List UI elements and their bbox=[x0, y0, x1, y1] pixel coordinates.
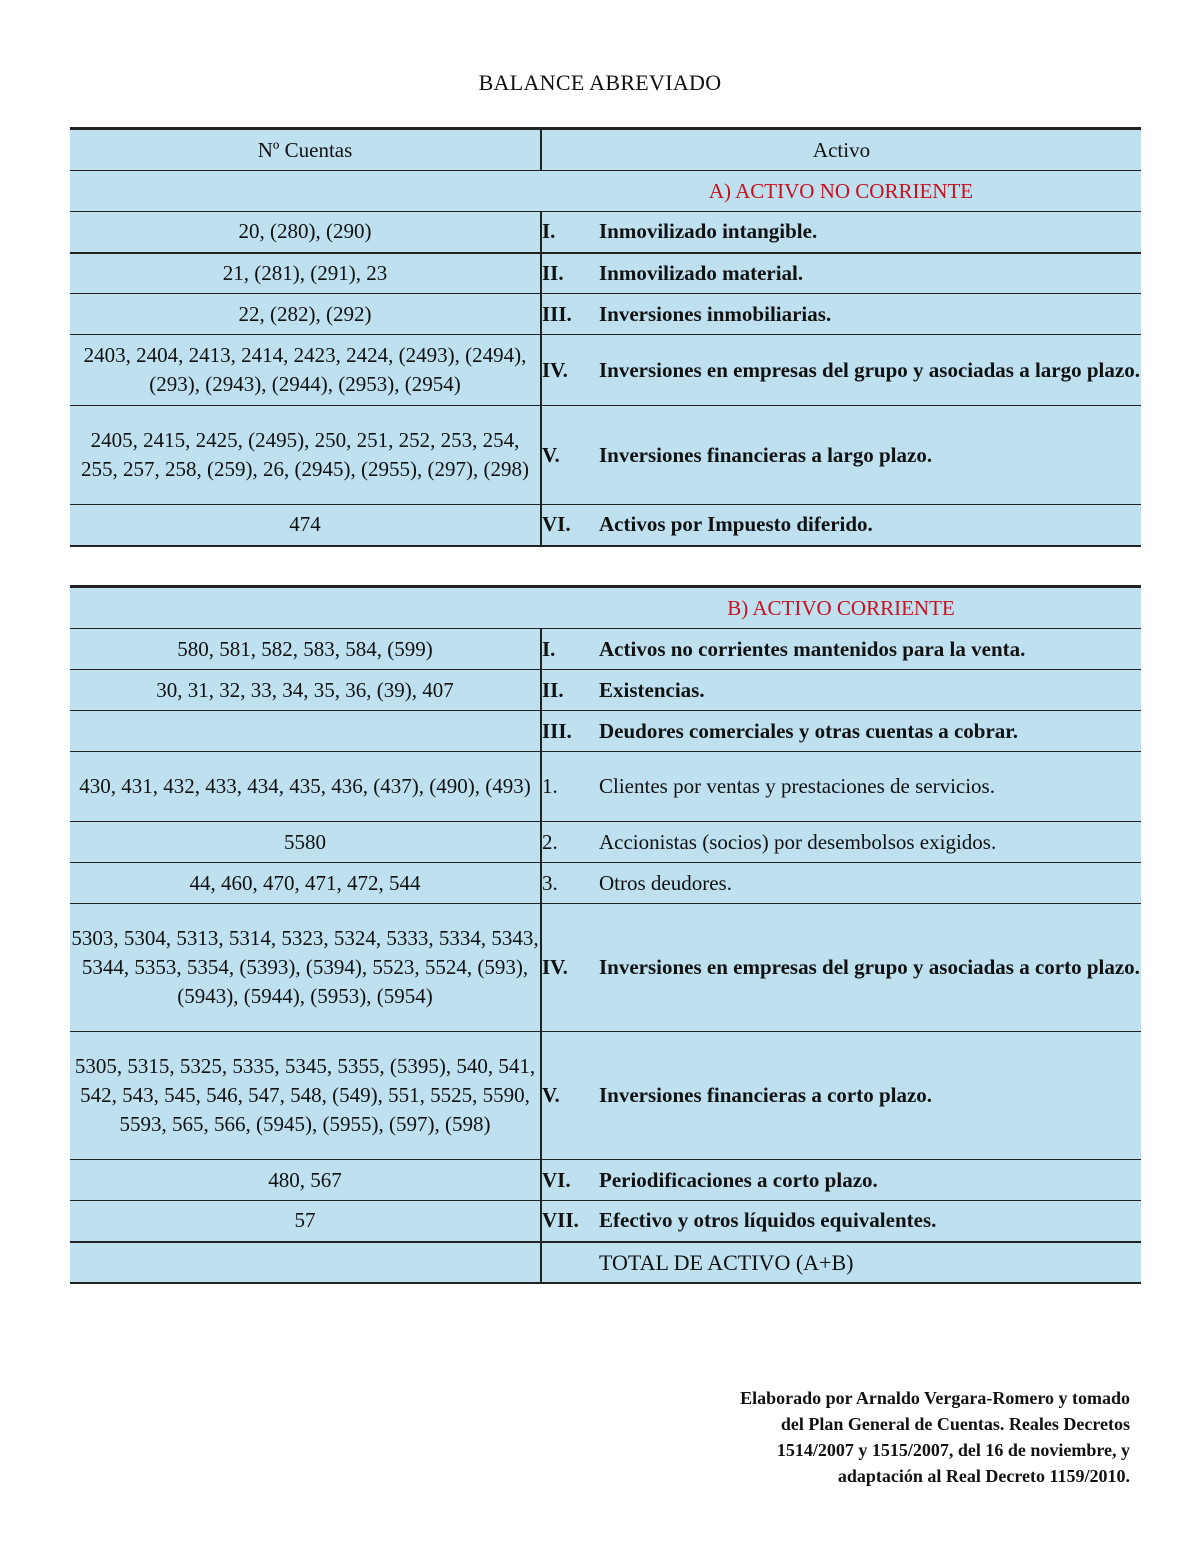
item-label: Inversiones financieras a largo plazo. bbox=[599, 442, 933, 467]
item-number: III. bbox=[542, 301, 572, 326]
table-row bbox=[70, 752, 1141, 822]
item-label: Deudores comerciales y otras cuentas a cobrar. bbox=[599, 718, 1018, 743]
item-label: Otros deudores. bbox=[599, 870, 732, 895]
section-title-current: B) ACTIVO CORRIENTE bbox=[541, 587, 1141, 629]
account-codes bbox=[70, 711, 541, 752]
item-number: VII. bbox=[542, 1208, 579, 1233]
table-row bbox=[70, 406, 1141, 505]
table-row bbox=[70, 670, 1141, 711]
table-row bbox=[70, 863, 1141, 904]
account-codes: 30, 31, 32, 33, 34, 35, 36, (39), 407 bbox=[70, 670, 541, 711]
footer-line: adaptación al Real Decreto 1159/2010. bbox=[837, 1466, 1130, 1486]
footer-line: del Plan General de Cuentas. Reales Decretos bbox=[780, 1414, 1130, 1434]
item-label: Inmovilizado intangible. bbox=[599, 219, 818, 244]
table-row bbox=[70, 335, 1141, 406]
table-row bbox=[70, 904, 1141, 1032]
footer-line: Elaborado por Arnaldo Vergara-Romero y tomado bbox=[740, 1388, 1130, 1408]
account-codes: 580, 581, 582, 583, 584, (599) bbox=[70, 629, 541, 670]
account-codes: 474 bbox=[70, 505, 541, 546]
table-row bbox=[70, 1160, 1141, 1201]
table-row bbox=[70, 711, 1141, 752]
item-number: V. bbox=[542, 1083, 560, 1107]
table-row bbox=[70, 253, 1141, 294]
table-row bbox=[70, 629, 1141, 670]
item-number: II. bbox=[542, 260, 564, 285]
current-assets-table bbox=[70, 585, 1141, 1284]
item-label: Periodificaciones a corto plazo. bbox=[599, 1167, 878, 1192]
section-row bbox=[70, 171, 1141, 212]
account-codes: 22, (282), (292) bbox=[70, 294, 541, 335]
page-title: BALANCE ABREVIADO bbox=[478, 70, 722, 95]
section-row bbox=[70, 587, 1141, 629]
item-number: I. bbox=[542, 219, 556, 244]
table-row bbox=[70, 1032, 1141, 1160]
non-current-assets-table bbox=[70, 127, 1141, 547]
item-label: Activos por Impuesto diferido. bbox=[599, 512, 873, 537]
total-row bbox=[70, 1242, 1141, 1283]
accounts-column-header: Nº Cuentas bbox=[70, 129, 541, 171]
item-label: Accionistas (socios) por desembolsos exigidos. bbox=[599, 829, 997, 854]
item-number: V. bbox=[542, 442, 560, 467]
account-codes: 44, 460, 470, 471, 472, 544 bbox=[70, 863, 541, 904]
account-codes: 2403, 2404, 2413, 2414, 2423, 2424, (2493), (2494), (293), (2943), (2944), (2953), (2954) bbox=[70, 335, 541, 406]
account-codes: 5305, 5315, 5325, 5335, 5345, 5355, (5395), 540, 541, 542, 543, 545, 546, 547, 548, (549), 551, 5525, 5590, 5593, 565, 566, (5945), (5955), (597), (598) bbox=[70, 1032, 541, 1160]
account-codes: 21, (281), (291), 23 bbox=[70, 253, 541, 294]
footer-line: 1514/2007 y 1515/2007, del 16 de noviembre, y bbox=[776, 1440, 1130, 1460]
table-row bbox=[70, 505, 1141, 546]
item-label: Inversiones financieras a corto plazo. bbox=[599, 1083, 933, 1107]
account-codes: 2405, 2415, 2425, (2495), 250, 251, 252, 253, 254, 255, 257, 258, (259), 26, (2945), (2955), (297), (298) bbox=[70, 406, 541, 505]
item-label: Inmovilizado material. bbox=[599, 260, 804, 285]
account-codes: 430, 431, 432, 433, 434, 435, 436, (437), (490), (493) bbox=[70, 752, 541, 822]
item-number: VI. bbox=[542, 1167, 571, 1192]
account-codes: 5580 bbox=[70, 822, 541, 863]
total-assets-label: TOTAL DE ACTIVO (A+B) bbox=[599, 1249, 854, 1275]
item-number: I. bbox=[542, 636, 556, 661]
item-label: Efectivo y otros líquidos equivalentes. bbox=[599, 1208, 937, 1233]
table-header-row bbox=[70, 129, 1141, 171]
account-codes: 5303, 5304, 5313, 5314, 5323, 5324, 5333, 5334, 5343, 5344, 5353, 5354, (5393), (5394), 5523, 5524, (593), (5943), (5944), (5953), (5954) bbox=[70, 904, 541, 1032]
item-label: Clientes por ventas y prestaciones de servicios. bbox=[599, 774, 995, 798]
footer-credit bbox=[610, 1385, 1130, 1489]
item-number: 2. bbox=[542, 829, 558, 854]
item-label: Existencias. bbox=[599, 677, 705, 702]
item-label: Inversiones en empresas del grupo y asociadas a largo plazo. bbox=[599, 357, 1140, 382]
item-label: Activos no corrientes mantenidos para la venta. bbox=[599, 636, 1026, 661]
account-codes: 57 bbox=[70, 1201, 541, 1242]
item-label: Inversiones inmobiliarias. bbox=[599, 301, 832, 326]
item-number: IV. bbox=[542, 955, 568, 979]
item-number: 1. bbox=[542, 774, 558, 798]
item-label: Inversiones en empresas del grupo y asociadas a corto plazo. bbox=[599, 955, 1140, 979]
item-number: 3. bbox=[542, 870, 558, 895]
account-codes: 480, 567 bbox=[70, 1160, 541, 1201]
table-row bbox=[70, 1201, 1141, 1242]
table-row bbox=[70, 822, 1141, 863]
item-number: II. bbox=[542, 677, 564, 702]
section-title-non-current: A) ACTIVO NO CORRIENTE bbox=[541, 171, 1141, 212]
item-number: VI. bbox=[542, 512, 571, 537]
table-row bbox=[70, 212, 1141, 253]
item-number: IV. bbox=[542, 357, 568, 382]
account-codes: 20, (280), (290) bbox=[70, 212, 541, 253]
table-row bbox=[70, 294, 1141, 335]
asset-column-header: Activo bbox=[541, 129, 1141, 171]
item-number: III. bbox=[542, 718, 572, 743]
